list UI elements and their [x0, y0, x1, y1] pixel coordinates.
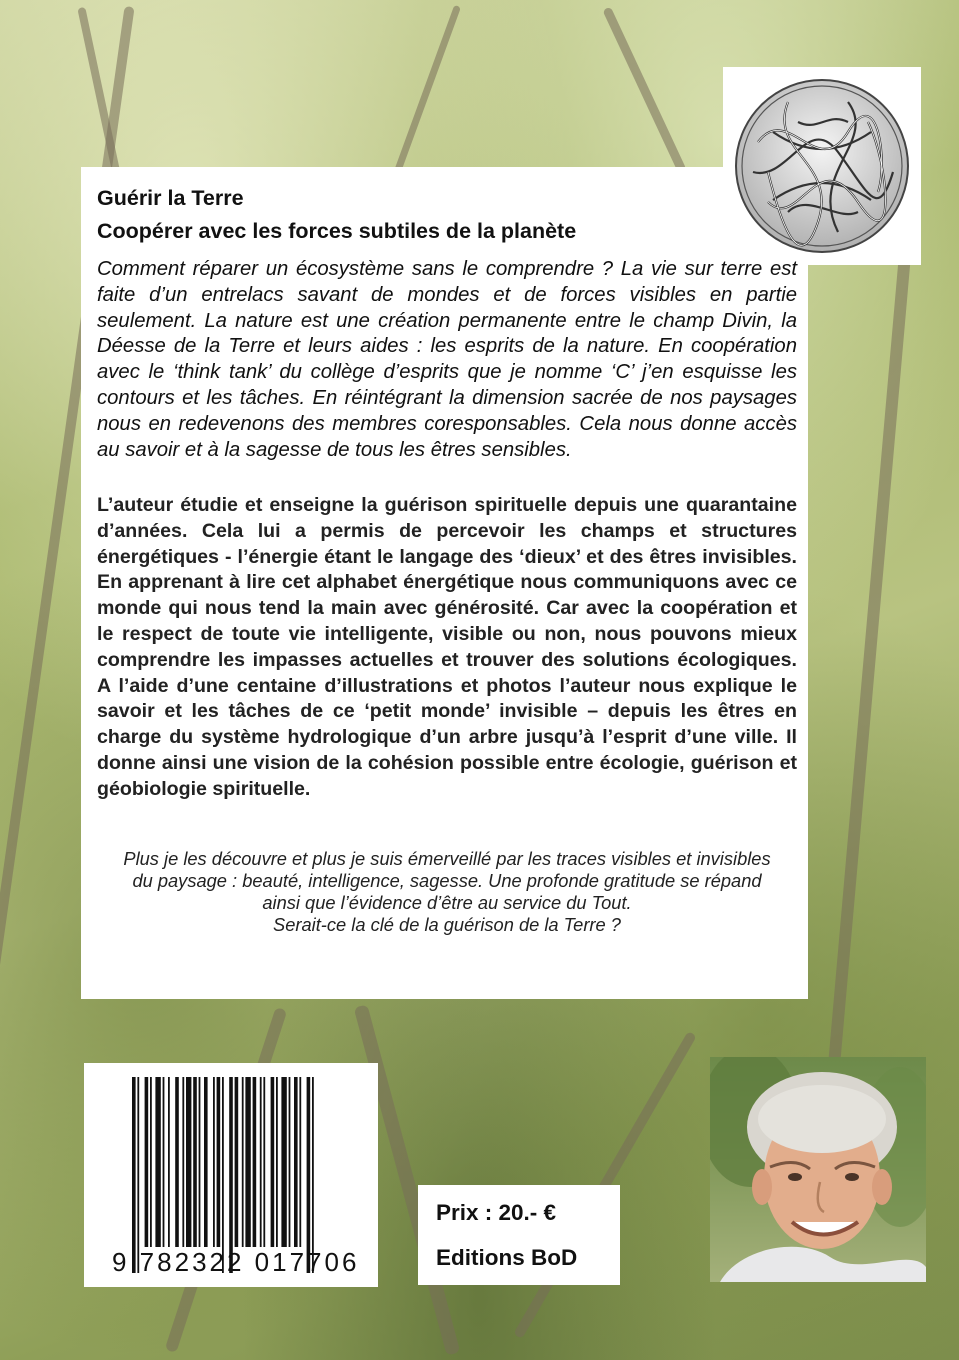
barcode-bar	[289, 1077, 291, 1247]
intro-paragraph	[97, 257, 797, 463]
celtic-knot-icon	[728, 72, 916, 260]
author-quote	[97, 848, 797, 936]
barcode-bar	[182, 1077, 184, 1247]
author-photo	[710, 1057, 926, 1282]
barcode-bar	[175, 1077, 179, 1247]
barcode-bar	[245, 1077, 250, 1247]
barcode-bar	[271, 1077, 275, 1247]
quote-line: Plus je les découvre et plus je suis émerveillé par les traces visibles et invisibles	[123, 848, 771, 869]
author-portrait	[710, 1057, 926, 1282]
barcode-bar	[163, 1077, 165, 1247]
barcode-bar	[299, 1077, 301, 1247]
logo-box	[723, 67, 921, 265]
barcode-bar	[294, 1077, 298, 1247]
barcode-bar	[222, 1077, 224, 1273]
barcode-bar	[150, 1077, 152, 1247]
barcode-bar	[132, 1077, 136, 1273]
barcode-bar	[312, 1077, 314, 1273]
barcode-bar	[281, 1077, 286, 1247]
quote-line: du paysage : beauté, intelligence, sagesse. Une profonde gratitude se répand	[132, 870, 762, 891]
barcode-bar	[204, 1077, 208, 1247]
barcode-bar	[155, 1077, 160, 1247]
barcode-bar	[235, 1077, 239, 1247]
quote-line: ainsi que l’évidence d’être au service du Tout.	[262, 892, 632, 913]
book-titles	[97, 182, 717, 248]
barcode-bar	[137, 1077, 139, 1273]
publisher-label: Editions BoD	[436, 1245, 578, 1270]
book-title: Guérir la Terre	[97, 186, 244, 210]
book-subtitle: Coopérer avec les forces subtiles de la planète	[97, 219, 577, 243]
barcode-bar	[145, 1077, 149, 1247]
barcode-bar	[168, 1077, 170, 1247]
barcode-bar	[199, 1077, 201, 1247]
barcode-bar	[186, 1077, 191, 1247]
barcode-bar	[193, 1077, 197, 1247]
quote-line: Serait-ce la clé de la guérison de la Terre ?	[273, 914, 621, 935]
barcode-bar	[260, 1077, 262, 1247]
barcode-digits: 9 782322 017706	[112, 1247, 360, 1277]
barcode-bar	[213, 1077, 215, 1247]
background-branch	[602, 7, 686, 174]
barcode-bar	[307, 1077, 311, 1273]
price-label: Prix : 20.- €	[436, 1200, 557, 1225]
about-text: L’auteur étudie et enseigne la guérison spirituelle depuis une quarantaine d’années. Cela lui a permis de percevoir les champs et structures énergétiques - l’énergie étant le langage des ‘dieux’ et des êtres invisibles. En apprenant à lire cet alphabet énergétique nous communiquons avec ce monde qui nous tend la main avec générosité. Car avec la coopération et le respect de toute vie intelligente, visible ou non, nous pouvons mieux comprendre les impasses actuelles et trouver des solutions écologiques. A l’aide d’une centaine d’illustrations et photos l’auteur nous explique le savoir et les tâches de ce ‘petit monde’ invisible – depuis les êtres en charge du système hydrologique d’un arbre jusqu’à l’esprit d’une ville. Il donne ainsi une vision de la cohésion possible entre écologie, guérison et géobiologie spirituelle.	[97, 494, 797, 800]
barcode-bar	[242, 1077, 244, 1247]
barcode-bar	[263, 1077, 265, 1247]
barcode-bar	[217, 1077, 221, 1247]
barcode-bar	[276, 1077, 278, 1247]
barcode-bar	[229, 1077, 233, 1273]
background-branch	[821, 251, 911, 1149]
intro-text: Comment réparer un écosystème sans le comprendre ? La vie sur terre est faite d’un entrelacs savant de mondes et de forces visibles en partie seulement. La nature est une création permanente entre le champ Divin, la Déesse de la Terre et leurs aides : les esprits de la nature. En coopération avec le ‘think tank’ du collège d’esprits que je nomme ‘C’ j’en esquisse les contours et les tâches. En réintégrant la dimension sacrée de nos paysages nous en redevenons des membres coresponsables. Cela nous donne accès au savoir et à la sagesse de tous les êtres sensibles.	[97, 258, 797, 461]
about-paragraph	[97, 493, 797, 803]
barcode-bar	[253, 1077, 257, 1247]
